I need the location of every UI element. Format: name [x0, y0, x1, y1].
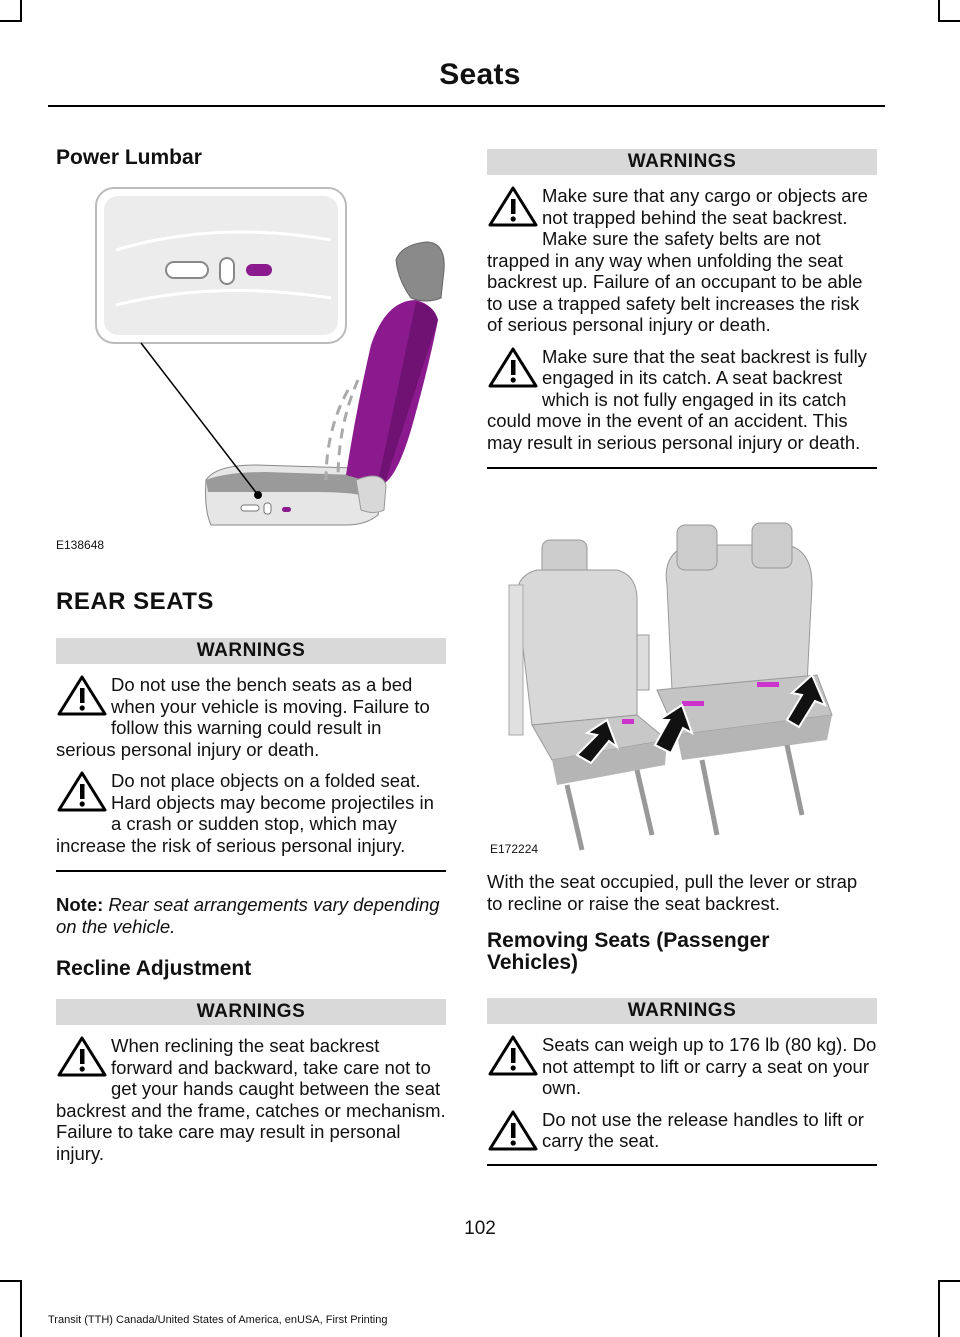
- note-text: Rear seat arrangements vary depending on the vehicle.: [56, 894, 440, 937]
- warning-item: [487, 1034, 877, 1099]
- warning-text: When reclining the seat backrest forward and backward, take care not to get your hands caught between the seat backrest and the frame, catches or mechanism. Failure to take care may result in personal injury.: [56, 1035, 446, 1164]
- crop-mark: [0, 1280, 22, 1282]
- crop-mark: [0, 20, 22, 22]
- section-title-power-lumbar: Power Lumbar: [56, 146, 202, 169]
- warning-text: Make sure that the seat backrest is fully engaged in its catch. A seat backrest which is not fully engaged in its catch could move in the event of an accident. This may result in serious personal injury or death.: [487, 345, 867, 453]
- crop-mark: [938, 0, 940, 22]
- warning-item: [487, 346, 877, 454]
- section-title-removing-seats: Removing Seats (Passenger Vehicles): [487, 929, 770, 974]
- warning-item: [56, 770, 446, 856]
- crop-mark: [938, 20, 960, 22]
- warning-triangle-icon: [56, 770, 108, 814]
- right-column-lower: [487, 871, 877, 1166]
- left-column: [56, 146, 446, 170]
- section-title-recline: Recline Adjustment: [56, 957, 252, 980]
- warning-text: Seats can weigh up to 176 lb (80 kg). Do not attempt to lift or carry a seat on your own.: [542, 1034, 877, 1098]
- warning-triangle-icon: [487, 1109, 539, 1153]
- warnings-bar: WARNINGS: [487, 998, 877, 1024]
- warnings-bar: WARNINGS: [56, 638, 446, 664]
- warnings-bar: WARNINGS: [487, 149, 877, 175]
- warning-item: [487, 185, 877, 336]
- header-rule: [48, 105, 885, 107]
- warning-item: [56, 674, 446, 760]
- page-number: 102: [464, 1218, 496, 1239]
- warning-triangle-icon: [487, 185, 539, 229]
- left-column-lower: [56, 588, 446, 1164]
- crop-mark: [20, 1280, 22, 1337]
- note-paragraph: [56, 894, 446, 937]
- warning-triangle-icon: [487, 346, 539, 390]
- warning-text: Do not use the release handles to lift or carry the seat.: [542, 1108, 864, 1151]
- footer-text: Transit (TTH) Canada/United States of America, enUSA, First Printing: [48, 1314, 388, 1326]
- warning-text: Do not place objects on a folded seat. Hard objects may become projectiles in a crash or sudden stop, which may increase the risk of serious personal injury.: [56, 770, 434, 856]
- right-column: [487, 149, 877, 469]
- body-paragraph: With the seat occupied, pull the lever or strap to recline or raise the seat backrest.: [487, 871, 858, 914]
- crop-mark: [938, 1280, 960, 1282]
- warning-text: Do not use the bench seats as a bed when your vehicle is moving. Failure to follow this warning could result in serious personal injury or death.: [56, 674, 430, 760]
- warnings-bar: WARNINGS: [56, 999, 446, 1025]
- crop-mark: [938, 1280, 940, 1337]
- warning-text: Make sure that any cargo or objects are not trapped behind the seat backrest. Make sure the safety belts are not trapped in any way when unfolding the seat backrest up. Failure of an occupant to be able to use a trapped safety belt increases the risk of serious personal injury or death.: [487, 185, 868, 335]
- section-title-rear-seats: REAR SEATS: [56, 588, 214, 615]
- section-rule: [487, 467, 877, 469]
- warning-item: [56, 1035, 446, 1164]
- note-label: Note:: [56, 894, 104, 915]
- figure-code: E172224: [490, 842, 539, 856]
- power-lumbar-figure: [56, 180, 446, 555]
- section-rule: [56, 870, 446, 872]
- crop-mark: [20, 0, 22, 22]
- rear-seats-figure: [487, 515, 877, 855]
- figure-code: E138648: [56, 538, 105, 552]
- warning-triangle-icon: [487, 1034, 539, 1078]
- warning-triangle-icon: [56, 674, 108, 718]
- warning-item: [487, 1109, 877, 1152]
- section-rule: [487, 1164, 877, 1166]
- page-title: Seats: [439, 58, 521, 91]
- warning-triangle-icon: [56, 1035, 108, 1079]
